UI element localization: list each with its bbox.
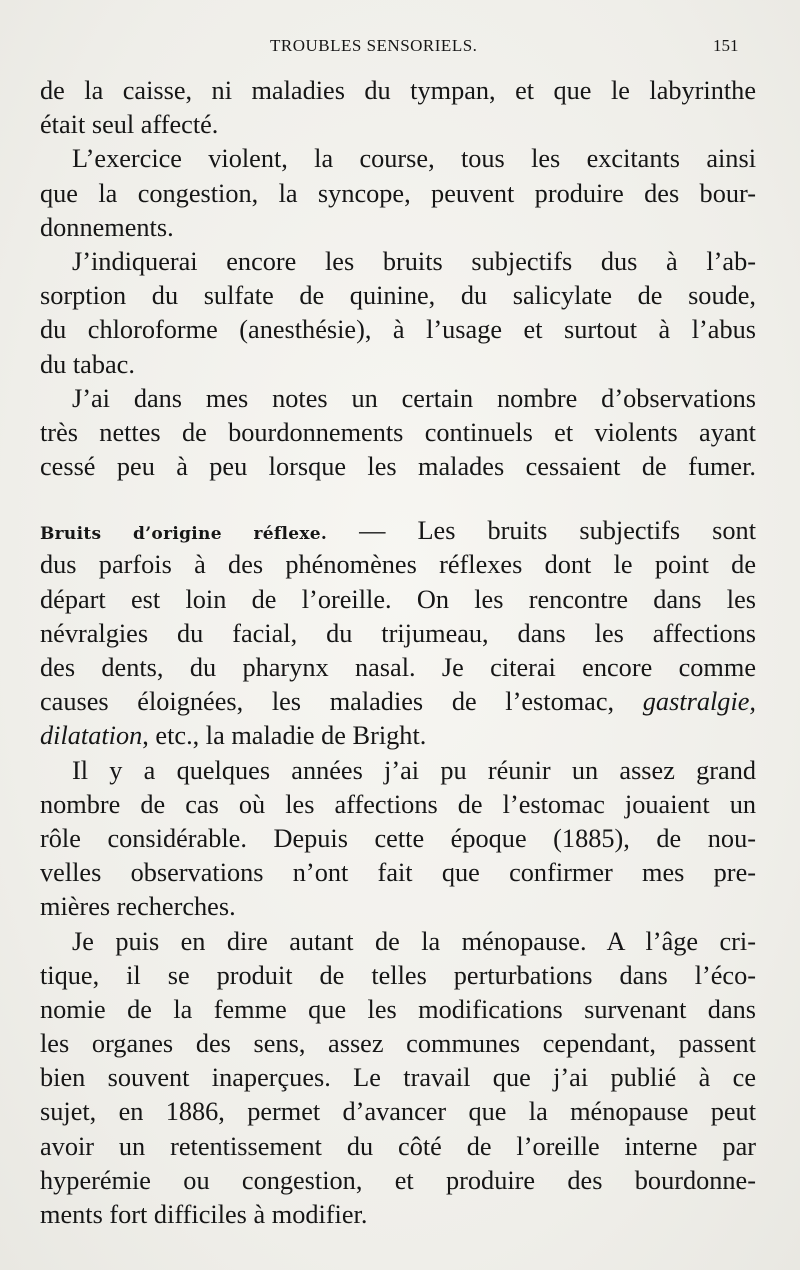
- text-line: nomie de la femme que les modifications survenant dans: [40, 994, 756, 1024]
- text-line: hyperémie ou congestion, et produire des bourdonne-: [40, 1165, 756, 1195]
- text-line: nombre de cas où les affections de l’estomac jouaient un: [40, 789, 756, 819]
- text-line: bien souvent inaperçues. Le travail que j’ai publié à ce: [40, 1063, 756, 1093]
- text-line: donnements.: [40, 212, 174, 242]
- text-line: J’indiquerai encore les bruits subjectifs dus à l’ab-: [72, 246, 756, 276]
- text-line: mières recherches.: [40, 892, 236, 922]
- text-line: départ est loin de l’oreille. On les rencontre dans les: [40, 584, 756, 614]
- text-line: Je puis en dire autant de la ménopause. A l’âge cri-: [72, 926, 756, 956]
- text-line: dus parfois à des phénomènes réflexes dont le point de: [40, 550, 756, 580]
- text-line: rôle considérable. Depuis cette époque (1885), de nou-: [40, 823, 756, 853]
- text-line: les organes des sens, assez communes cependant, passent: [40, 1029, 756, 1059]
- text-line: très nettes de bourdonnements continuels et violents ayant: [40, 417, 756, 447]
- text-line: était seul affecté.: [40, 110, 219, 140]
- text-line: de la caisse, ni maladies du tympan, et que le labyrinthe: [40, 76, 756, 105]
- italic-term: dilatation: [40, 721, 143, 751]
- text-run: , etc., la maladie de Bright.: [142, 721, 427, 751]
- text-line: des dents, du pharynx nasal. Je citerai encore comme: [40, 653, 756, 682]
- text-line: névralgies du facial, du trijumeau, dans les affections: [40, 618, 756, 648]
- text-line: avoir un retentissement du côté de l’oreille interne par: [40, 1131, 756, 1161]
- text-line: sujet, en 1886, permet d’avancer que la ménopause peut: [40, 1097, 756, 1127]
- text-line: que la congestion, la syncope, peuvent produire des bour-: [40, 178, 756, 208]
- text-line: tique, il se produit de telles perturbations dans l’éco-: [40, 960, 756, 990]
- italic-term: gastralgie,: [642, 687, 756, 717]
- section-first-line: [40, 514, 756, 548]
- running-title: TROUBLES SENSORIELS.: [270, 36, 478, 55]
- section-heading: Bruits d’origine réflexe.: [40, 524, 328, 545]
- text-line: L’exercice violent, la course, tous les excitants ainsi: [72, 144, 756, 174]
- text-line: velles observations n’ont fait que confirmer mes pre-: [40, 858, 756, 888]
- page-number: 151: [713, 36, 739, 55]
- section-spacer: [40, 484, 756, 514]
- text-line: ments fort difficiles à modifier.: [40, 1200, 368, 1229]
- section-heading-continuation: — Les bruits subjectifs sont: [359, 516, 756, 546]
- text-line: [40, 719, 756, 753]
- text-line: [40, 685, 756, 719]
- text-line: du tabac.: [40, 349, 135, 379]
- text-line: J’ai dans mes notes un certain nombre d’observations: [72, 383, 756, 413]
- text-line: sorption du sulfate de quinine, du salicylate de soude,: [40, 281, 756, 311]
- text-run: causes éloignées, les maladies de l’estomac,: [40, 687, 643, 717]
- text-line: Il y a quelques années j’ai pu réunir un assez grand: [72, 755, 756, 785]
- body-text: [40, 74, 756, 1232]
- text-line: du chloroforme (anesthésie), à l’usage et surtout à l’abus: [40, 315, 756, 345]
- text-line: cessé peu à peu lorsque les malades cessaient de fumer.: [40, 452, 756, 482]
- running-header: [0, 36, 800, 58]
